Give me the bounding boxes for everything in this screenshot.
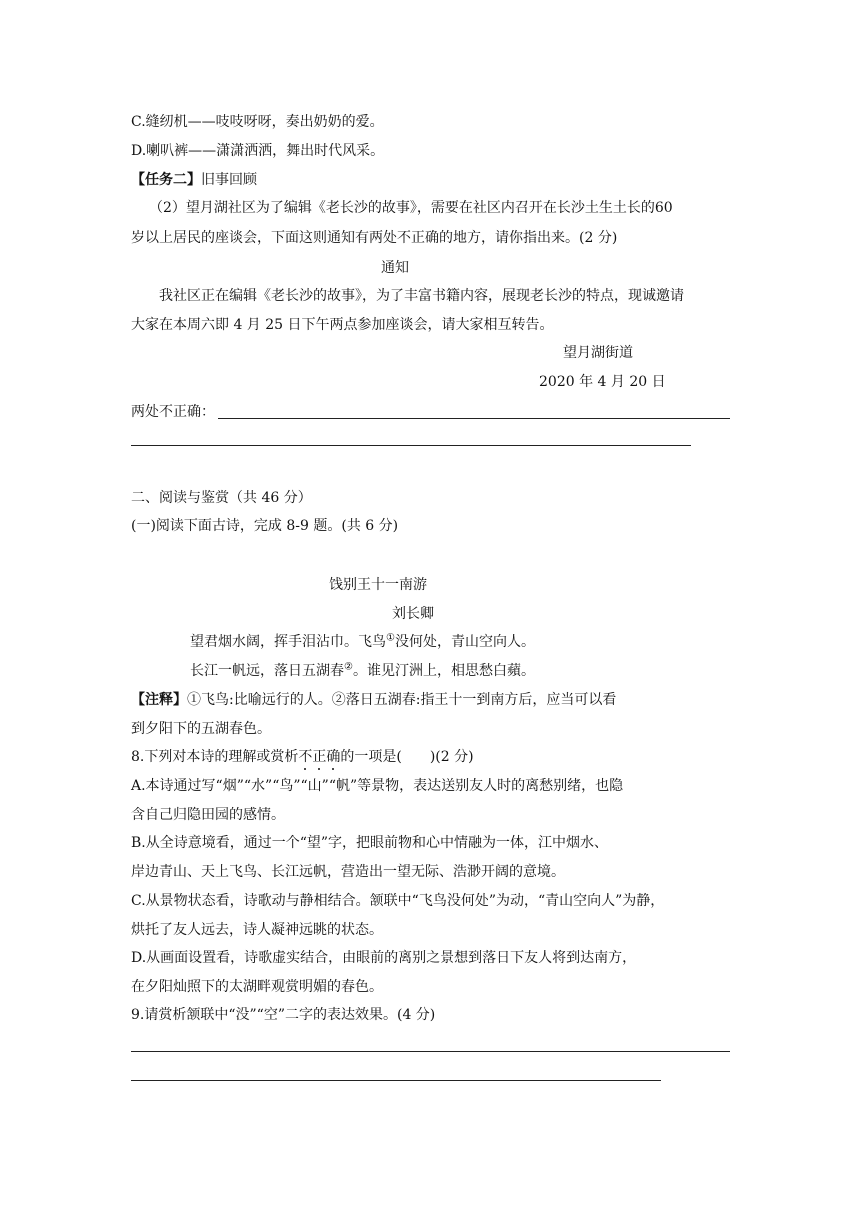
poem-author: 刘长卿: [392, 606, 434, 622]
task2-heading: [131, 171, 257, 189]
poem-line1-part-b: 没何处，青山空向人。: [394, 634, 535, 650]
q8-stem-part-b: 的一项是( )(2 分): [340, 749, 474, 765]
notice-body-line1: 我社区正在编辑《老长沙的故事》，为了丰富书籍内容，展现老长沙的特点，现诚邀请: [159, 288, 684, 304]
task2-question-line1: （2）望月湖社区为了编辑《老长沙的故事》，需要在社区内召开在长沙土生土长的60: [149, 200, 673, 216]
answer-label: 两处不正确：: [131, 404, 215, 420]
q8-option-b-line1: B.从全诗意境看，通过一个“望”字，把眼前物和心中情融为一体，江中烟水、: [131, 835, 609, 851]
poem-line2-note-mark: ②: [344, 661, 353, 673]
q9-stem: 9.请赏析颔联中“没”“空”二字的表达效果。(4 分): [131, 1007, 436, 1023]
task2-heading-text: 旧事回顾: [201, 172, 257, 188]
q8-option-a-line2: 含自己归隐田园的感情。: [131, 807, 285, 823]
note-label: 【注释】: [131, 692, 187, 708]
poem-line2-part-b: 。谁见汀洲上，相思愁白蘋。: [352, 663, 535, 679]
option-c: C.缝纫机——吱吱呀呀，奏出奶奶的爱。: [131, 114, 384, 130]
notice-body-line2: 大家在本周六即 4 月 25 日下午两点参加座谈会，请大家相互转告。: [131, 317, 554, 333]
section2-part1-intro: (一)阅读下面古诗，完成 8-9 题。(共 6 分): [131, 518, 399, 534]
note-line2: 到夕阳下的五湖春色。: [131, 721, 271, 737]
option-d: D.喇叭裤——潇潇洒洒，舞出时代风采。: [131, 143, 385, 159]
q8-option-c-line2: 烘托了友人远去，诗人凝神远眺的状态。: [131, 922, 383, 938]
notice-title: 通知: [381, 260, 409, 276]
q8-stem: [131, 748, 474, 766]
answer-line-2[interactable]: [131, 445, 691, 446]
section2-title: 二、阅读与鉴赏（共 46 分）: [131, 490, 312, 506]
q8-stem-part-a: 8.下列对本诗的理解或赏析: [131, 749, 299, 765]
q8-emphasis-char-1: 不: [298, 749, 313, 765]
q9-answer-line-2[interactable]: [131, 1080, 661, 1081]
note-line1: [131, 691, 616, 709]
note-text-1: ①飞鸟:比喻远行的人。②落日五湖春:指王十一到南方后，应当可以看: [187, 692, 617, 708]
answer-line-1[interactable]: [218, 418, 730, 419]
q8-option-d-line2: 在夕阳灿照下的太湖畔观赏明媚的春色。: [131, 979, 383, 995]
q8-option-b-line2: 岸边青山、天上飞鸟、长江远帆，营造出一望无际、浩渺开阔的意境。: [131, 864, 565, 880]
q8-option-a-line1: A.本诗通过写“烟”“水”“鸟”“山”“帆”等景物，表达送别友人时的离愁别绪，也隐: [131, 778, 624, 794]
poem-line2-part-a: 长江一帆远，落日五湖春: [190, 663, 344, 679]
notice-date: 2020 年 4 月 20 日: [539, 374, 666, 390]
task2-question-line2: 岁以上居民的座谈会，下面这则通知有两处不正确的地方，请你指出来。(2 分): [131, 230, 618, 246]
poem-line2: [190, 662, 535, 680]
notice-signature: 望月湖街道: [563, 345, 633, 361]
poem-line1-part-a: 望君烟水阔，挥手泪沾巾。飞鸟: [190, 634, 386, 650]
poem-line1: [190, 633, 535, 651]
q8-emphasis-char-2: 正: [312, 749, 327, 765]
poem-line1-note-mark: ①: [386, 632, 395, 644]
q9-answer-line-1[interactable]: [131, 1051, 730, 1052]
q8-option-d-line1: D.从画面设置看，诗歌虚实结合，由眼前的离别之景想到落日下友人将到达南方，: [131, 950, 637, 966]
q8-option-c-line1: C.从景物状态看，诗歌动与静相结合。颔联中“飞鸟没何处”为动，“青山空向人”为静，: [131, 893, 665, 909]
q8-emphasis-char-3: 确: [326, 749, 341, 765]
poem-title: 饯别王十一南游: [329, 577, 427, 593]
task2-heading-bracket: 【任务二】: [131, 172, 201, 188]
